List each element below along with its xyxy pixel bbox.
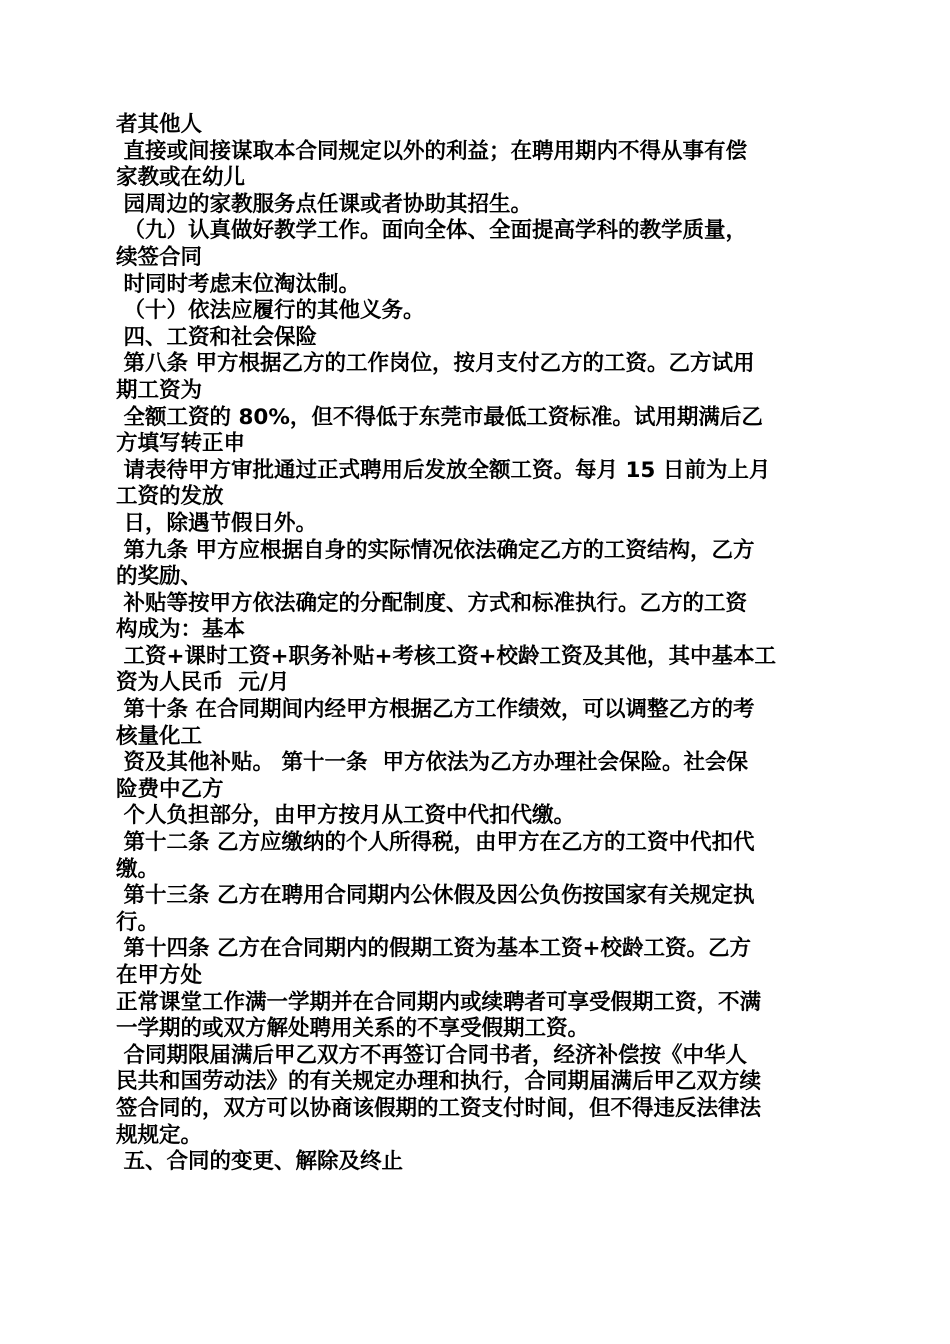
text-line: 第十二条 乙方应缴纳的个人所得税，由甲方在乙方的工资中代扣代 [116, 830, 755, 856]
text-line: （九）认真做好教学工作。面向全体、全面提高学科的教学质量， [116, 218, 747, 244]
text-line: 正常课堂工作满一学期并在合同期内或续聘者可享受假期工资，不满 [116, 989, 762, 1015]
text-line: 期工资为 [116, 377, 203, 403]
text-line: 第十三条 乙方在聘用合同期内公休假及因公负伤按国家有关规定执 [116, 883, 755, 909]
text-line: 的奖励、 [116, 564, 203, 590]
text-line: 合同期限届满后甲乙双方不再签订合同书者，经济补偿按《中华人 [116, 1042, 747, 1068]
text-line: 园周边的家教服务点任课或者协助其招生。 [116, 191, 532, 217]
text-line: 直接或间接谋取本合同规定以外的利益；在聘用期内不得从事有偿 [116, 138, 747, 164]
text-line: 家教或在幼儿 [116, 165, 246, 191]
text-line: 一学期的或双方解处聘用关系的不享受假期工资。 [116, 1016, 590, 1042]
text-line: 第十条 在合同期间内经甲方根据乙方工作绩效，可以调整乙方的考 [116, 697, 755, 723]
text-line: 险费中乙方 [116, 776, 224, 802]
document-page [116, 112, 846, 1176]
text-line: 工资+课时工资+职务补贴+考核工资+校龄工资及其他，其中基本工 [116, 643, 777, 669]
text-line: 补贴等按甲方依法确定的分配制度、方式和标准执行。乙方的工资 [116, 590, 747, 616]
text-line: 全额工资的 80%，但不得低于东莞市最低工资标准。试用期满后乙 [116, 404, 763, 430]
text-line: 第八条 甲方根据乙方的工作岗位，按月支付乙方的工资。乙方试用 [116, 351, 755, 377]
section-heading: 四、工资和社会保险 [116, 324, 317, 350]
text-line: 规规定。 [116, 1122, 203, 1148]
text-line: 第九条 甲方应根据自身的实际情况依法确定乙方的工资结构，乙方 [116, 537, 755, 563]
text-line: 个人负担部分，由甲方按月从工资中代扣代缴。 [116, 803, 575, 829]
text-line: 签合同的，双方可以协商该假期的工资支付时间，但不得违反法律法 [116, 1095, 762, 1121]
text-line: 核量化工 [116, 723, 203, 749]
text-line: 请表待甲方审批通过正式聘用后发放全额工资。每月 15 日前为上月 [116, 457, 771, 483]
text-line: 工资的发放 [116, 484, 224, 510]
section-heading: 五、合同的变更、解除及终止 [116, 1149, 403, 1175]
text-line: 方填写转正申 [116, 431, 246, 457]
text-line: 资及其他补贴。 第十一条 甲方依法为乙方办理社会保险。社会保 [116, 750, 748, 776]
text-line: 行。 [116, 909, 160, 935]
text-line: 构成为：基本 [116, 617, 246, 643]
text-line: 资为人民币 元/月 [116, 670, 290, 696]
text-line: 者其他人 [116, 112, 203, 137]
text-line: 续签合同 [116, 244, 203, 270]
text-line: 第十四条 乙方在合同期内的假期工资为基本工资+校龄工资。乙方 [116, 936, 751, 962]
text-line: 在甲方处 [116, 963, 203, 988]
text-line: （十）依法应履行的其他义务。 [116, 298, 425, 324]
text-line: 缴。 [116, 856, 160, 882]
text-line: 民共和国劳动法》的有关规定办理和执行，合同期届满后甲乙双方续 [116, 1069, 762, 1095]
text-line: 日，除遇节假日外。 [116, 510, 317, 536]
text-line: 时同时考虑末位淘汰制。 [116, 271, 360, 297]
